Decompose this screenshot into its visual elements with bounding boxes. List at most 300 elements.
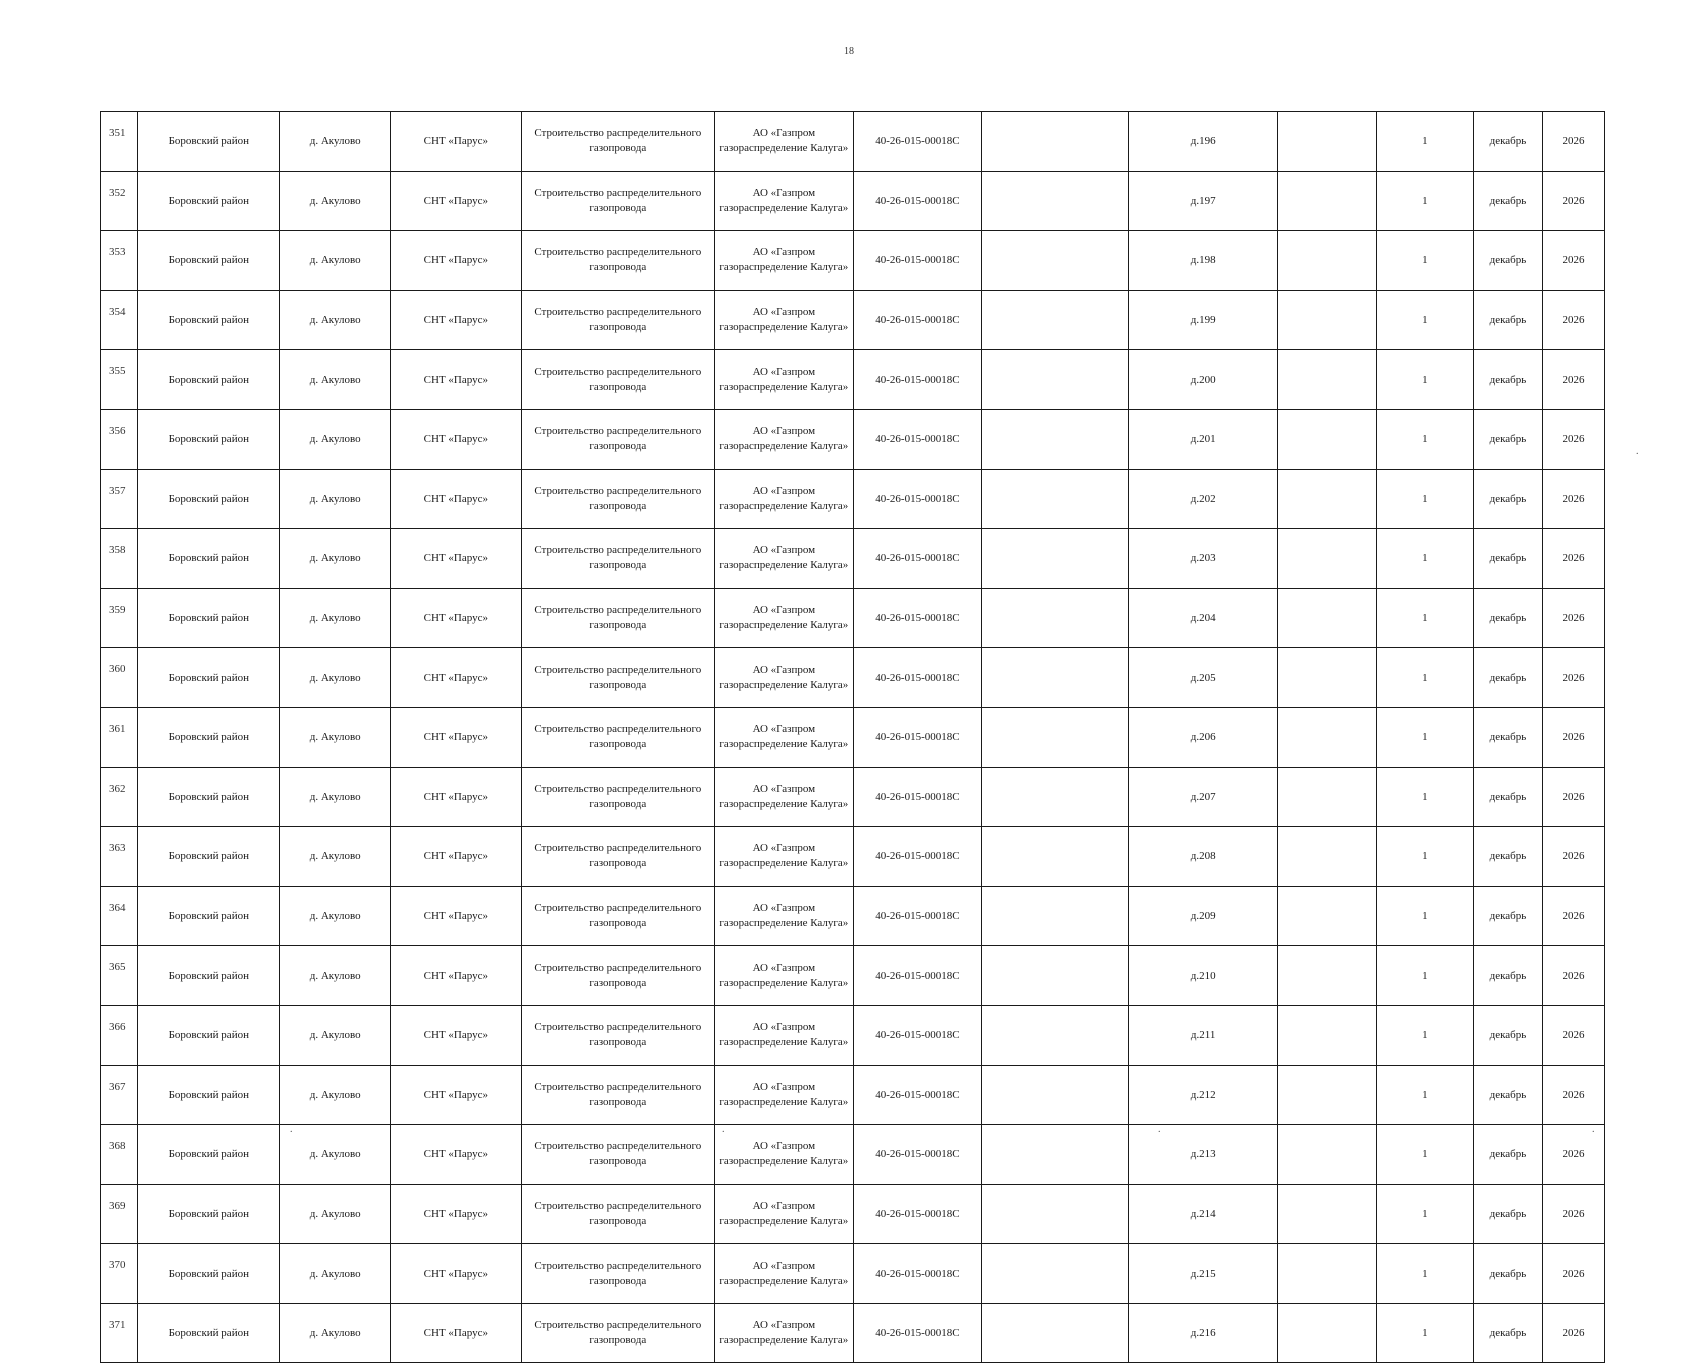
house-number-cell: д.199 bbox=[1129, 290, 1278, 350]
table-row bbox=[101, 409, 1605, 469]
object-cell: СНТ «Парус» bbox=[390, 469, 521, 529]
village-cell: д. Акулово bbox=[280, 886, 390, 946]
quantity-cell: 1 bbox=[1376, 1303, 1473, 1363]
object-cell: СНТ «Парус» bbox=[390, 707, 521, 767]
empty-cell bbox=[1277, 231, 1376, 291]
object-cell: СНТ «Парус» bbox=[390, 946, 521, 1006]
year-cell: 2026 bbox=[1543, 409, 1605, 469]
month-cell: декабрь bbox=[1473, 1303, 1542, 1363]
district-cell: Боровский район bbox=[138, 588, 280, 648]
year-cell: 2026 bbox=[1543, 231, 1605, 291]
page-number: 18 bbox=[844, 46, 854, 57]
quantity-cell: 1 bbox=[1376, 1065, 1473, 1125]
empty-cell bbox=[1277, 529, 1376, 589]
object-cell: СНТ «Парус» bbox=[390, 767, 521, 827]
house-number-cell: д.197 bbox=[1129, 171, 1278, 231]
district-cell: Боровский район bbox=[138, 767, 280, 827]
month-cell: декабрь bbox=[1473, 290, 1542, 350]
year-cell: 2026 bbox=[1543, 827, 1605, 887]
year-cell: 2026 bbox=[1543, 648, 1605, 708]
village-cell: д. Акулово bbox=[280, 707, 390, 767]
village-cell: д. Акулово bbox=[280, 1065, 390, 1125]
empty-cell bbox=[981, 1303, 1129, 1363]
table-row bbox=[101, 1065, 1605, 1125]
district-cell: Боровский район bbox=[138, 1303, 280, 1363]
house-number-cell: д.214 bbox=[1129, 1184, 1278, 1244]
village-cell: д. Акулово bbox=[280, 231, 390, 291]
year-cell: 2026 bbox=[1543, 767, 1605, 827]
work-type-cell: Строительство распределительного газопровода bbox=[521, 707, 714, 767]
table-row bbox=[101, 112, 1605, 172]
village-cell: д. Акулово bbox=[280, 290, 390, 350]
empty-cell bbox=[1277, 171, 1376, 231]
month-cell: декабрь bbox=[1473, 350, 1542, 410]
organization-cell: АО «Газпром газораспределение Калуга» bbox=[714, 409, 853, 469]
month-cell: декабрь bbox=[1473, 1065, 1542, 1125]
organization-cell: АО «Газпром газораспределение Калуга» bbox=[714, 588, 853, 648]
work-type-cell: Строительство распределительного газопровода bbox=[521, 409, 714, 469]
year-cell: 2026 bbox=[1543, 1244, 1605, 1304]
month-cell: декабрь bbox=[1473, 946, 1542, 1006]
program-code-cell: 40-26-015-00018С bbox=[853, 648, 981, 708]
empty-cell bbox=[1277, 1005, 1376, 1065]
village-cell: д. Акулово bbox=[280, 1184, 390, 1244]
row-number: 371 bbox=[101, 1303, 138, 1363]
empty-cell bbox=[981, 827, 1129, 887]
empty-cell bbox=[981, 1005, 1129, 1065]
empty-cell bbox=[981, 112, 1129, 172]
empty-cell bbox=[1277, 946, 1376, 1006]
organization-cell: АО «Газпром газораспределение Калуга» bbox=[714, 1125, 853, 1185]
work-type-cell: Строительство распределительного газопровода bbox=[521, 1303, 714, 1363]
work-type-cell: Строительство распределительного газопровода bbox=[521, 171, 714, 231]
program-code-cell: 40-26-015-00018С bbox=[853, 886, 981, 946]
program-code-cell: 40-26-015-00018С bbox=[853, 946, 981, 1006]
program-code-cell: 40-26-015-00018С bbox=[853, 171, 981, 231]
village-cell: д. Акулово bbox=[280, 827, 390, 887]
table-row bbox=[101, 171, 1605, 231]
year-cell: 2026 bbox=[1543, 112, 1605, 172]
row-number: 362 bbox=[101, 767, 138, 827]
row-number: 364 bbox=[101, 886, 138, 946]
house-number-cell: д.215 bbox=[1129, 1244, 1278, 1304]
year-cell: 2026 bbox=[1543, 1184, 1605, 1244]
table-row bbox=[101, 767, 1605, 827]
empty-cell bbox=[981, 767, 1129, 827]
object-cell: СНТ «Парус» bbox=[390, 886, 521, 946]
work-type-cell: Строительство распределительного газопровода bbox=[521, 588, 714, 648]
quantity-cell: 1 bbox=[1376, 529, 1473, 589]
program-code-cell: 40-26-015-00018С bbox=[853, 767, 981, 827]
scan-dot: . bbox=[290, 1124, 293, 1135]
table-row bbox=[101, 1303, 1605, 1363]
village-cell: д. Акулово bbox=[280, 648, 390, 708]
year-cell: 2026 bbox=[1543, 588, 1605, 648]
empty-cell bbox=[1277, 648, 1376, 708]
organization-cell: АО «Газпром газораспределение Калуга» bbox=[714, 648, 853, 708]
month-cell: декабрь bbox=[1473, 1125, 1542, 1185]
year-cell: 2026 bbox=[1543, 946, 1605, 1006]
table-row bbox=[101, 648, 1605, 708]
quantity-cell: 1 bbox=[1376, 409, 1473, 469]
work-type-cell: Строительство распределительного газопровода bbox=[521, 350, 714, 410]
table-row bbox=[101, 529, 1605, 589]
organization-cell: АО «Газпром газораспределение Калуга» bbox=[714, 112, 853, 172]
quantity-cell: 1 bbox=[1376, 588, 1473, 648]
organization-cell: АО «Газпром газораспределение Калуга» bbox=[714, 171, 853, 231]
quantity-cell: 1 bbox=[1376, 946, 1473, 1006]
empty-cell bbox=[981, 469, 1129, 529]
house-number-cell: д.203 bbox=[1129, 529, 1278, 589]
organization-cell: АО «Газпром газораспределение Калуга» bbox=[714, 1065, 853, 1125]
quantity-cell: 1 bbox=[1376, 350, 1473, 410]
table-body bbox=[101, 112, 1605, 1363]
work-type-cell: Строительство распределительного газопровода bbox=[521, 1065, 714, 1125]
quantity-cell: 1 bbox=[1376, 886, 1473, 946]
district-cell: Боровский район bbox=[138, 350, 280, 410]
object-cell: СНТ «Парус» bbox=[390, 231, 521, 291]
district-cell: Боровский район bbox=[138, 1184, 280, 1244]
table-row bbox=[101, 707, 1605, 767]
table-row bbox=[101, 886, 1605, 946]
program-code-cell: 40-26-015-00018С bbox=[853, 231, 981, 291]
row-number: 359 bbox=[101, 588, 138, 648]
year-cell: 2026 bbox=[1543, 707, 1605, 767]
object-cell: СНТ «Парус» bbox=[390, 112, 521, 172]
house-number-cell: д.209 bbox=[1129, 886, 1278, 946]
organization-cell: АО «Газпром газораспределение Калуга» bbox=[714, 707, 853, 767]
work-type-cell: Строительство распределительного газопровода bbox=[521, 231, 714, 291]
district-cell: Боровский район bbox=[138, 529, 280, 589]
month-cell: декабрь bbox=[1473, 767, 1542, 827]
district-cell: Боровский район bbox=[138, 1005, 280, 1065]
organization-cell: АО «Газпром газораспределение Калуга» bbox=[714, 767, 853, 827]
month-cell: декабрь bbox=[1473, 469, 1542, 529]
house-number-cell: д.206 bbox=[1129, 707, 1278, 767]
village-cell: д. Акулово bbox=[280, 529, 390, 589]
table-row bbox=[101, 1244, 1605, 1304]
table-row bbox=[101, 231, 1605, 291]
organization-cell: АО «Газпром газораспределение Калуга» bbox=[714, 1184, 853, 1244]
program-code-cell: 40-26-015-00018С bbox=[853, 827, 981, 887]
table-row bbox=[101, 350, 1605, 410]
program-code-cell: 40-26-015-00018С bbox=[853, 588, 981, 648]
month-cell: декабрь bbox=[1473, 409, 1542, 469]
month-cell: декабрь bbox=[1473, 1184, 1542, 1244]
year-cell: 2026 bbox=[1543, 1125, 1605, 1185]
program-code-cell: 40-26-015-00018С bbox=[853, 469, 981, 529]
house-number-cell: д.212 bbox=[1129, 1065, 1278, 1125]
scan-dot: . bbox=[1636, 446, 1639, 457]
district-cell: Боровский район bbox=[138, 171, 280, 231]
object-cell: СНТ «Парус» bbox=[390, 529, 521, 589]
program-code-cell: 40-26-015-00018С bbox=[853, 350, 981, 410]
year-cell: 2026 bbox=[1543, 1303, 1605, 1363]
house-number-cell: д.216 bbox=[1129, 1303, 1278, 1363]
empty-cell bbox=[981, 290, 1129, 350]
empty-cell bbox=[981, 588, 1129, 648]
program-code-cell: 40-26-015-00018С bbox=[853, 1303, 981, 1363]
row-number: 353 bbox=[101, 231, 138, 291]
village-cell: д. Акулово bbox=[280, 946, 390, 1006]
village-cell: д. Акулово bbox=[280, 1244, 390, 1304]
year-cell: 2026 bbox=[1543, 1005, 1605, 1065]
quantity-cell: 1 bbox=[1376, 171, 1473, 231]
object-cell: СНТ «Парус» bbox=[390, 1303, 521, 1363]
empty-cell bbox=[1277, 350, 1376, 410]
district-cell: Боровский район bbox=[138, 886, 280, 946]
work-type-cell: Строительство распределительного газопровода bbox=[521, 529, 714, 589]
empty-cell bbox=[1277, 290, 1376, 350]
month-cell: декабрь bbox=[1473, 529, 1542, 589]
quantity-cell: 1 bbox=[1376, 827, 1473, 887]
work-type-cell: Строительство распределительного газопровода bbox=[521, 827, 714, 887]
empty-cell bbox=[1277, 112, 1376, 172]
empty-cell bbox=[981, 886, 1129, 946]
organization-cell: АО «Газпром газораспределение Калуга» bbox=[714, 1303, 853, 1363]
work-type-cell: Строительство распределительного газопровода bbox=[521, 1005, 714, 1065]
object-cell: СНТ «Парус» bbox=[390, 1184, 521, 1244]
house-number-cell: д.204 bbox=[1129, 588, 1278, 648]
empty-cell bbox=[1277, 886, 1376, 946]
month-cell: декабрь bbox=[1473, 231, 1542, 291]
empty-cell bbox=[1277, 1244, 1376, 1304]
program-code-cell: 40-26-015-00018С bbox=[853, 707, 981, 767]
work-type-cell: Строительство распределительного газопровода bbox=[521, 1184, 714, 1244]
organization-cell: АО «Газпром газораспределение Калуга» bbox=[714, 290, 853, 350]
program-code-cell: 40-26-015-00018С bbox=[853, 1005, 981, 1065]
scan-dot: . bbox=[1158, 1124, 1161, 1135]
object-cell: СНТ «Парус» bbox=[390, 1065, 521, 1125]
object-cell: СНТ «Парус» bbox=[390, 827, 521, 887]
house-number-cell: д.205 bbox=[1129, 648, 1278, 708]
quantity-cell: 1 bbox=[1376, 767, 1473, 827]
empty-cell bbox=[981, 648, 1129, 708]
empty-cell bbox=[1277, 767, 1376, 827]
table-row bbox=[101, 290, 1605, 350]
district-cell: Боровский район bbox=[138, 1065, 280, 1125]
object-cell: СНТ «Парус» bbox=[390, 350, 521, 410]
district-cell: Боровский район bbox=[138, 409, 280, 469]
program-code-cell: 40-26-015-00018С bbox=[853, 1125, 981, 1185]
month-cell: декабрь bbox=[1473, 648, 1542, 708]
empty-cell bbox=[1277, 1303, 1376, 1363]
empty-cell bbox=[981, 707, 1129, 767]
row-number: 354 bbox=[101, 290, 138, 350]
organization-cell: АО «Газпром газораспределение Калуга» bbox=[714, 231, 853, 291]
organization-cell: АО «Газпром газораспределение Калуга» bbox=[714, 827, 853, 887]
row-number: 367 bbox=[101, 1065, 138, 1125]
row-number: 369 bbox=[101, 1184, 138, 1244]
house-number-cell: д.202 bbox=[1129, 469, 1278, 529]
year-cell: 2026 bbox=[1543, 886, 1605, 946]
district-cell: Боровский район bbox=[138, 827, 280, 887]
house-number-cell: д.198 bbox=[1129, 231, 1278, 291]
organization-cell: АО «Газпром газораспределение Калуга» bbox=[714, 469, 853, 529]
house-number-cell: д.213 bbox=[1129, 1125, 1278, 1185]
empty-cell bbox=[981, 1125, 1129, 1185]
district-cell: Боровский район bbox=[138, 112, 280, 172]
house-number-cell: д.211 bbox=[1129, 1005, 1278, 1065]
register-table bbox=[100, 111, 1605, 1363]
program-code-cell: 40-26-015-00018С bbox=[853, 529, 981, 589]
house-number-cell: д.200 bbox=[1129, 350, 1278, 410]
table-row bbox=[101, 827, 1605, 887]
program-code-cell: 40-26-015-00018С bbox=[853, 112, 981, 172]
house-number-cell: д.196 bbox=[1129, 112, 1278, 172]
table-row bbox=[101, 1005, 1605, 1065]
scan-dot: . bbox=[1592, 1124, 1595, 1135]
empty-cell bbox=[981, 1065, 1129, 1125]
work-type-cell: Строительство распределительного газопровода bbox=[521, 112, 714, 172]
village-cell: д. Акулово bbox=[280, 171, 390, 231]
row-number: 361 bbox=[101, 707, 138, 767]
work-type-cell: Строительство распределительного газопровода bbox=[521, 1244, 714, 1304]
month-cell: декабрь bbox=[1473, 827, 1542, 887]
month-cell: декабрь bbox=[1473, 886, 1542, 946]
table-row bbox=[101, 946, 1605, 1006]
organization-cell: АО «Газпром газораспределение Калуга» bbox=[714, 1005, 853, 1065]
program-code-cell: 40-26-015-00018С bbox=[853, 409, 981, 469]
village-cell: д. Акулово bbox=[280, 409, 390, 469]
district-cell: Боровский район bbox=[138, 1244, 280, 1304]
village-cell: д. Акулово bbox=[280, 1303, 390, 1363]
empty-cell bbox=[981, 1184, 1129, 1244]
empty-cell bbox=[1277, 827, 1376, 887]
object-cell: СНТ «Парус» bbox=[390, 588, 521, 648]
quantity-cell: 1 bbox=[1376, 648, 1473, 708]
organization-cell: АО «Газпром газораспределение Калуга» bbox=[714, 1244, 853, 1304]
year-cell: 2026 bbox=[1543, 1065, 1605, 1125]
month-cell: декабрь bbox=[1473, 1005, 1542, 1065]
work-type-cell: Строительство распределительного газопровода bbox=[521, 290, 714, 350]
work-type-cell: Строительство распределительного газопровода bbox=[521, 767, 714, 827]
object-cell: СНТ «Парус» bbox=[390, 1244, 521, 1304]
organization-cell: АО «Газпром газораспределение Калуга» bbox=[714, 886, 853, 946]
object-cell: СНТ «Парус» bbox=[390, 290, 521, 350]
quantity-cell: 1 bbox=[1376, 112, 1473, 172]
table-row bbox=[101, 588, 1605, 648]
empty-cell bbox=[1277, 409, 1376, 469]
object-cell: СНТ «Парус» bbox=[390, 648, 521, 708]
empty-cell bbox=[981, 1244, 1129, 1304]
month-cell: декабрь bbox=[1473, 171, 1542, 231]
table-row bbox=[101, 1125, 1605, 1185]
row-number: 356 bbox=[101, 409, 138, 469]
object-cell: СНТ «Парус» bbox=[390, 1125, 521, 1185]
object-cell: СНТ «Парус» bbox=[390, 171, 521, 231]
month-cell: декабрь bbox=[1473, 112, 1542, 172]
empty-cell bbox=[1277, 1065, 1376, 1125]
quantity-cell: 1 bbox=[1376, 1184, 1473, 1244]
organization-cell: АО «Газпром газораспределение Калуга» bbox=[714, 946, 853, 1006]
table-row bbox=[101, 1184, 1605, 1244]
row-number: 352 bbox=[101, 171, 138, 231]
row-number: 360 bbox=[101, 648, 138, 708]
year-cell: 2026 bbox=[1543, 469, 1605, 529]
house-number-cell: д.201 bbox=[1129, 409, 1278, 469]
row-number: 363 bbox=[101, 827, 138, 887]
quantity-cell: 1 bbox=[1376, 469, 1473, 529]
row-number: 370 bbox=[101, 1244, 138, 1304]
house-number-cell: д.208 bbox=[1129, 827, 1278, 887]
empty-cell bbox=[981, 350, 1129, 410]
district-cell: Боровский район bbox=[138, 946, 280, 1006]
empty-cell bbox=[981, 946, 1129, 1006]
work-type-cell: Строительство распределительного газопровода bbox=[521, 648, 714, 708]
village-cell: д. Акулово bbox=[280, 469, 390, 529]
object-cell: СНТ «Парус» bbox=[390, 1005, 521, 1065]
year-cell: 2026 bbox=[1543, 171, 1605, 231]
empty-cell bbox=[981, 529, 1129, 589]
house-number-cell: д.210 bbox=[1129, 946, 1278, 1006]
district-cell: Боровский район bbox=[138, 648, 280, 708]
district-cell: Боровский район bbox=[138, 469, 280, 529]
object-cell: СНТ «Парус» bbox=[390, 409, 521, 469]
program-code-cell: 40-26-015-00018С bbox=[853, 1244, 981, 1304]
work-type-cell: Строительство распределительного газопровода bbox=[521, 886, 714, 946]
village-cell: д. Акулово bbox=[280, 588, 390, 648]
district-cell: Боровский район bbox=[138, 290, 280, 350]
organization-cell: АО «Газпром газораспределение Калуга» bbox=[714, 529, 853, 589]
organization-cell: АО «Газпром газораспределение Калуга» bbox=[714, 350, 853, 410]
empty-cell bbox=[1277, 469, 1376, 529]
village-cell: д. Акулово bbox=[280, 767, 390, 827]
row-number: 355 bbox=[101, 350, 138, 410]
empty-cell bbox=[1277, 588, 1376, 648]
year-cell: 2026 bbox=[1543, 290, 1605, 350]
month-cell: декабрь bbox=[1473, 707, 1542, 767]
empty-cell bbox=[1277, 707, 1376, 767]
empty-cell bbox=[1277, 1125, 1376, 1185]
quantity-cell: 1 bbox=[1376, 1244, 1473, 1304]
row-number: 368 bbox=[101, 1125, 138, 1185]
row-number: 358 bbox=[101, 529, 138, 589]
empty-cell bbox=[981, 171, 1129, 231]
district-cell: Боровский район bbox=[138, 1125, 280, 1185]
quantity-cell: 1 bbox=[1376, 707, 1473, 767]
program-code-cell: 40-26-015-00018С bbox=[853, 290, 981, 350]
work-type-cell: Строительство распределительного газопровода bbox=[521, 1125, 714, 1185]
year-cell: 2026 bbox=[1543, 350, 1605, 410]
empty-cell bbox=[981, 409, 1129, 469]
work-type-cell: Строительство распределительного газопровода bbox=[521, 946, 714, 1006]
table-row bbox=[101, 469, 1605, 529]
quantity-cell: 1 bbox=[1376, 1125, 1473, 1185]
row-number: 365 bbox=[101, 946, 138, 1006]
village-cell: д. Акулово bbox=[280, 1005, 390, 1065]
village-cell: д. Акулово bbox=[280, 112, 390, 172]
month-cell: декабрь bbox=[1473, 1244, 1542, 1304]
program-code-cell: 40-26-015-00018С bbox=[853, 1184, 981, 1244]
district-cell: Боровский район bbox=[138, 231, 280, 291]
program-code-cell: 40-26-015-00018С bbox=[853, 1065, 981, 1125]
village-cell: д. Акулово bbox=[280, 350, 390, 410]
house-number-cell: д.207 bbox=[1129, 767, 1278, 827]
scan-dot: . bbox=[722, 1124, 725, 1135]
work-type-cell: Строительство распределительного газопровода bbox=[521, 469, 714, 529]
row-number: 366 bbox=[101, 1005, 138, 1065]
district-cell: Боровский район bbox=[138, 707, 280, 767]
quantity-cell: 1 bbox=[1376, 231, 1473, 291]
empty-cell bbox=[981, 231, 1129, 291]
row-number: 357 bbox=[101, 469, 138, 529]
month-cell: декабрь bbox=[1473, 588, 1542, 648]
village-cell: д. Акулово bbox=[280, 1125, 390, 1185]
row-number: 351 bbox=[101, 112, 138, 172]
empty-cell bbox=[1277, 1184, 1376, 1244]
quantity-cell: 1 bbox=[1376, 290, 1473, 350]
